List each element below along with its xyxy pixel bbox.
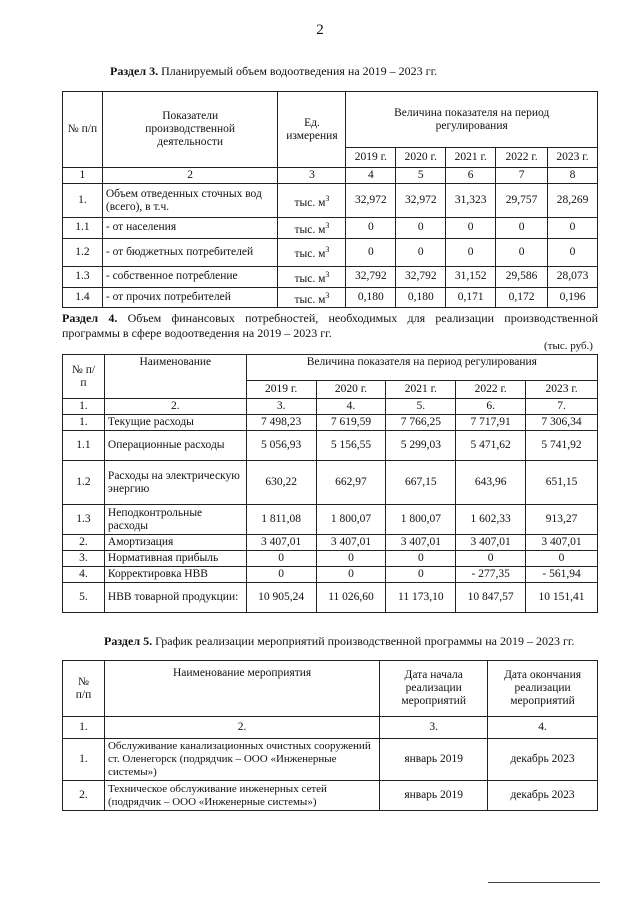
s3-value: 0 — [446, 238, 496, 266]
s4-row-name: Операционные расходы — [104, 431, 246, 461]
s3-value: 0 — [396, 218, 446, 239]
s4-header-num: № п/п — [63, 355, 105, 399]
s4-value: 11 173,10 — [386, 583, 456, 613]
s3-row-name: - от населения — [102, 218, 278, 239]
s4-row-name: Расходы на электрическую энергию — [104, 461, 246, 505]
s4-value: 1 811,08 — [246, 505, 316, 535]
s3-column-number: 1 — [63, 168, 103, 184]
s4-row-name: НВВ товарной продукции: — [104, 583, 246, 613]
s4-row-num: 3. — [63, 551, 105, 567]
s4-row-name: Амортизация — [104, 535, 246, 551]
s4-value: 643,96 — [456, 461, 526, 505]
s4-value: 5 156,55 — [316, 431, 386, 461]
s4-row-name: Текущие расходы — [104, 415, 246, 431]
s4-value: 1 800,07 — [316, 505, 386, 535]
section4-table — [62, 354, 598, 613]
s4-value: 7 498,23 — [246, 415, 316, 431]
s5-row-end: декабрь 2023 — [488, 739, 598, 781]
section3-title: Планируемый объем водоотведения на 2019 – 2023 гг. — [161, 64, 438, 78]
table-row — [63, 461, 598, 505]
s3-value: 0,196 — [548, 287, 598, 308]
s4-value: 5 299,03 — [386, 431, 456, 461]
s4-value: 913,27 — [526, 505, 598, 535]
s3-header-num: № п/п — [63, 92, 103, 168]
section3-table — [62, 91, 598, 308]
s4-row-num: 2. — [63, 535, 105, 551]
s3-unit-text: тыс. м — [294, 248, 326, 261]
s4-value: 10 151,41 — [526, 583, 598, 613]
s4-year-header: 2019 г. — [246, 381, 316, 399]
s4-value: 651,15 — [526, 461, 598, 505]
s3-column-number: 3 — [278, 168, 346, 184]
s4-column-number: 2. — [104, 399, 246, 415]
s4-value: 3 407,01 — [526, 535, 598, 551]
s3-value: 28,073 — [548, 266, 598, 287]
s3-year-header: 2020 г. — [396, 148, 446, 168]
s4-row-num: 5. — [63, 583, 105, 613]
section4-heading — [62, 311, 598, 341]
s5-row-start: январь 2019 — [380, 781, 488, 811]
s4-row-name: Корректировка НВВ — [104, 567, 246, 583]
s4-year-header: 2021 г. — [386, 381, 456, 399]
section5-table — [62, 660, 598, 811]
s4-value: 11 026,60 — [316, 583, 386, 613]
s4-value: 1 602,33 — [456, 505, 526, 535]
s3-value: 31,323 — [446, 184, 496, 218]
s3-value: 0,180 — [396, 287, 446, 308]
s3-value: 0,172 — [496, 287, 548, 308]
s3-value: 29,586 — [496, 266, 548, 287]
s5-header-end: Дата окончания реализации мероприятий — [488, 661, 598, 717]
s4-year-header: 2022 г. — [456, 381, 526, 399]
table-row — [63, 415, 598, 431]
s4-value: 7 306,34 — [526, 415, 598, 431]
s4-value: 3 407,01 — [456, 535, 526, 551]
s3-year-header: 2022 г. — [496, 148, 548, 168]
s3-unit-exponent: 3 — [325, 221, 330, 230]
s4-value: - 561,94 — [526, 567, 598, 583]
s5-row-end: декабрь 2023 — [488, 781, 598, 811]
s3-value: 32,972 — [396, 184, 446, 218]
s4-value: 0 — [246, 551, 316, 567]
s3-year-header: 2021 г. — [446, 148, 496, 168]
s5-row-num: 2. — [63, 781, 105, 811]
table-row — [63, 431, 598, 461]
s5-header-num: № п/п — [63, 661, 105, 717]
s3-row-num: 1. — [63, 184, 103, 218]
s4-header-name: Наименование — [104, 355, 246, 399]
s3-unit-text: тыс. м — [294, 272, 326, 285]
section4-unit-note: (тыс. руб.) — [544, 340, 593, 352]
section5-label: Раздел 5. — [104, 634, 153, 648]
s3-row-unit — [278, 184, 346, 218]
s3-column-number: 6 — [446, 168, 496, 184]
s4-column-number: 1. — [63, 399, 105, 415]
s5-column-number: 1. — [63, 717, 105, 739]
s4-value: 0 — [456, 551, 526, 567]
s4-year-header: 2023 г. — [526, 381, 598, 399]
s5-row-name: Обслуживание канализационных очистных сооружений ст. Оленегорск (подрядчик – ООО «Инженерные системы») — [104, 739, 379, 781]
s4-value: 10 905,24 — [246, 583, 316, 613]
s4-value: 0 — [386, 551, 456, 567]
s4-value: 3 407,01 — [246, 535, 316, 551]
table-row — [63, 781, 598, 811]
table-row — [63, 535, 598, 551]
s3-header-value-group: Величина показателя на период регулирования — [346, 92, 598, 148]
s3-row-unit — [278, 266, 346, 287]
s4-value: 667,15 — [386, 461, 456, 505]
s4-value: 0 — [526, 551, 598, 567]
s4-row-num: 1.2 — [63, 461, 105, 505]
s3-value: 0,171 — [446, 287, 496, 308]
s3-unit-exponent: 3 — [325, 269, 330, 279]
s3-unit-text: тыс. м — [294, 293, 326, 306]
s4-column-number: 4. — [316, 399, 386, 415]
section4-title: Объем финансовых потребностей, необходимых для реализации производственной программы в сфере водоотведения на 2019 – 2023 гг. — [62, 311, 598, 340]
s3-row-name: Объем отведенных сточных вод (всего), в т.ч. — [102, 184, 278, 218]
table-row — [63, 739, 598, 781]
s4-row-num: 1.3 — [63, 505, 105, 535]
s3-value: 0 — [446, 218, 496, 239]
table-row — [63, 505, 598, 535]
s5-header-start: Дата начала реализации мероприятий — [380, 661, 488, 717]
s4-header-value-group: Величина показателя на период регулирования — [246, 355, 597, 381]
page-number: 2 — [316, 22, 324, 38]
s3-column-number: 5 — [396, 168, 446, 184]
s4-value: 7 717,91 — [456, 415, 526, 431]
s4-value: - 277,35 — [456, 567, 526, 583]
s4-column-number: 5. — [386, 399, 456, 415]
s3-unit-text: тыс. м — [294, 223, 326, 236]
s4-value: 1 800,07 — [386, 505, 456, 535]
table-row — [63, 551, 598, 567]
s3-row-num: 1.4 — [63, 287, 103, 308]
table-row — [63, 567, 598, 583]
s3-header-unit: Ед. измерения — [278, 92, 346, 168]
s3-unit-exponent: 3 — [325, 193, 330, 203]
s4-value: 7 619,59 — [316, 415, 386, 431]
s3-value: 0 — [496, 218, 548, 239]
s4-row-num: 1. — [63, 415, 105, 431]
s3-row-unit — [278, 238, 346, 266]
s3-column-number: 8 — [548, 168, 598, 184]
table-row — [63, 184, 598, 218]
s3-value: 0 — [346, 218, 396, 239]
table-row — [63, 238, 598, 266]
s4-row-name: Неподконтрольные расходы — [104, 505, 246, 535]
s3-row-unit — [278, 218, 346, 239]
table-row — [63, 583, 598, 613]
s3-value: 0 — [396, 238, 446, 266]
s5-row-num: 1. — [63, 739, 105, 781]
s3-row-name: - от бюджетных потребителей — [102, 238, 278, 266]
s3-unit-exponent: 3 — [325, 245, 330, 255]
s4-column-number: 7. — [526, 399, 598, 415]
s5-column-number: 4. — [488, 717, 598, 739]
s4-row-name: Нормативная прибыль — [104, 551, 246, 567]
s4-value: 3 407,01 — [386, 535, 456, 551]
s3-value: 0,180 — [346, 287, 396, 308]
s3-row-num: 1.3 — [63, 266, 103, 287]
s3-value: 32,792 — [396, 266, 446, 287]
section3-label: Раздел 3. — [110, 64, 159, 78]
s4-value: 5 056,93 — [246, 431, 316, 461]
s3-column-number: 2 — [102, 168, 278, 184]
s3-year-header: 2023 г. — [548, 148, 598, 168]
table-row — [63, 287, 598, 308]
s3-value: 31,152 — [446, 266, 496, 287]
s3-header-indicator: Показатели производственной деятельности — [102, 92, 278, 168]
s4-row-num: 4. — [63, 567, 105, 583]
s3-unit-exponent: 3 — [325, 290, 330, 300]
s3-row-num: 1.2 — [63, 238, 103, 266]
s3-row-name: - от прочих потребителей — [102, 287, 278, 308]
section3-heading — [110, 64, 437, 79]
s3-value: 0 — [548, 238, 598, 266]
table-row — [63, 266, 598, 287]
s3-row-name: - собственное потребление — [102, 266, 278, 287]
s4-value: 630,22 — [246, 461, 316, 505]
s4-value: 662,97 — [316, 461, 386, 505]
s4-year-header: 2020 г. — [316, 381, 386, 399]
s3-value: 0 — [548, 218, 598, 239]
section4-label: Раздел 4. — [62, 311, 118, 325]
s3-value: 0 — [346, 238, 396, 266]
s4-value: 10 847,57 — [456, 583, 526, 613]
s3-unit-text: тыс. м — [294, 196, 326, 209]
s4-column-number: 3. — [246, 399, 316, 415]
table-row — [63, 218, 598, 239]
s3-value: 0 — [496, 238, 548, 266]
s4-value: 0 — [386, 567, 456, 583]
s5-column-number: 2. — [104, 717, 379, 739]
s4-row-num: 1.1 — [63, 431, 105, 461]
s3-row-num: 1.1 — [63, 218, 103, 239]
s4-value: 5 741,92 — [526, 431, 598, 461]
s3-value: 28,269 — [548, 184, 598, 218]
s5-column-number: 3. — [380, 717, 488, 739]
s3-row-unit — [278, 287, 346, 308]
section5-title: График реализации мероприятий производственной программы на 2019 – 2023 гг. — [155, 634, 575, 648]
s3-column-number: 7 — [496, 168, 548, 184]
s3-year-header: 2019 г. — [346, 148, 396, 168]
s4-value: 5 471,62 — [456, 431, 526, 461]
s4-value: 7 766,25 — [386, 415, 456, 431]
s4-value: 0 — [316, 567, 386, 583]
s4-value: 0 — [246, 567, 316, 583]
s3-value: 29,757 — [496, 184, 548, 218]
s4-value: 0 — [316, 551, 386, 567]
s5-header-name: Наименование мероприятия — [104, 661, 379, 717]
s4-column-number: 6. — [456, 399, 526, 415]
s3-column-number: 4 — [346, 168, 396, 184]
s5-row-name: Техническое обслуживание инженерных сетей (подрядчик – ООО «Инженерные системы») — [104, 781, 379, 811]
footer-rule — [488, 882, 600, 883]
s3-value: 32,792 — [346, 266, 396, 287]
s3-value: 32,972 — [346, 184, 396, 218]
section5-heading — [104, 634, 574, 649]
s5-row-start: январь 2019 — [380, 739, 488, 781]
s4-value: 3 407,01 — [316, 535, 386, 551]
